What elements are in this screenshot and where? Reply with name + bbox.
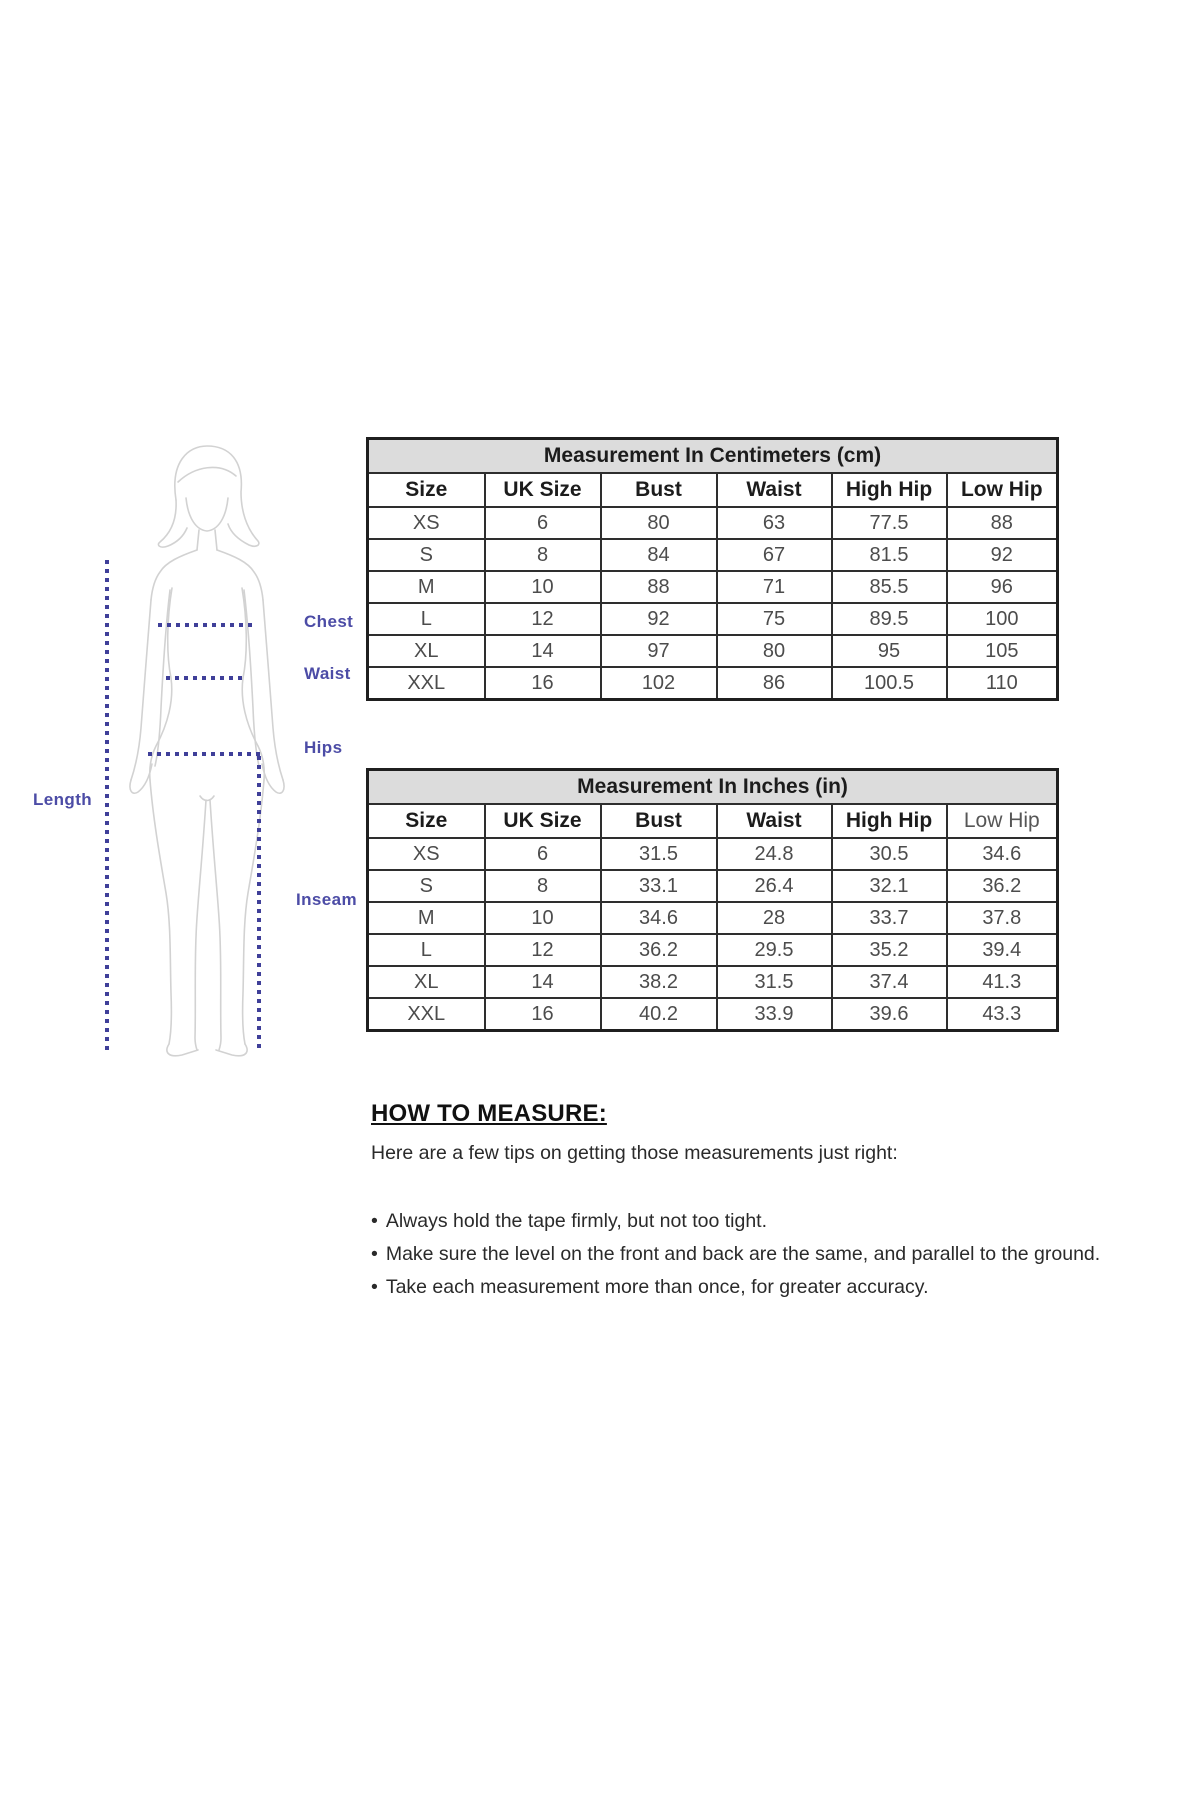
size-cell: XXL [368, 998, 485, 1031]
value-cell: 8 [485, 870, 601, 902]
value-cell: 6 [485, 838, 601, 870]
legs-outline [150, 780, 264, 1056]
table-row [368, 870, 1058, 902]
size-cell: M [368, 902, 485, 934]
value-cell: 34.6 [947, 838, 1058, 870]
value-cell: 10 [485, 571, 601, 603]
value-cell: 8 [485, 539, 601, 571]
value-cell: 28 [717, 902, 832, 934]
inches-table-title: Measurement In Inches (in) [368, 770, 1058, 805]
cm-table-title: Measurement In Centimeters (cm) [368, 439, 1058, 474]
value-cell: 85.5 [832, 571, 947, 603]
value-cell: 110 [947, 667, 1058, 700]
column-header: Bust [601, 804, 717, 838]
cm-table-title-row [368, 439, 1058, 474]
value-cell: 95 [832, 635, 947, 667]
value-cell: 10 [485, 902, 601, 934]
inches-table-column-headers [368, 804, 1058, 838]
value-cell: 40.2 [601, 998, 717, 1031]
head-and-torso-outline [150, 498, 265, 780]
table-row [368, 838, 1058, 870]
waist-label: Waist [304, 664, 351, 683]
chest-label: Chest [304, 612, 354, 631]
value-cell: 29.5 [717, 934, 832, 966]
column-header: UK Size [485, 473, 601, 507]
value-cell: 30.5 [832, 838, 947, 870]
value-cell: 100.5 [832, 667, 947, 700]
size-cell: XL [368, 966, 485, 998]
size-cell: S [368, 870, 485, 902]
column-header: Low Hip [947, 804, 1058, 838]
cm-measurements-table [366, 437, 1059, 701]
value-cell: 88 [601, 571, 717, 603]
measuring-tips-list [371, 1205, 1171, 1304]
value-cell: 33.7 [832, 902, 947, 934]
value-cell: 71 [717, 571, 832, 603]
table-row [368, 571, 1058, 603]
measuring-tip: • Take each measurement more than once, for greater accuracy. [371, 1271, 1171, 1304]
arms-outline [130, 590, 284, 793]
value-cell: 16 [485, 998, 601, 1031]
size-cell: S [368, 539, 485, 571]
hair-outline [158, 446, 258, 547]
table-row [368, 635, 1058, 667]
measuring-tip: • Always hold the tape firmly, but not too tight. [371, 1205, 1171, 1238]
value-cell: 92 [947, 539, 1058, 571]
value-cell: 102 [601, 667, 717, 700]
column-header: Size [368, 473, 485, 507]
value-cell: 12 [485, 603, 601, 635]
value-cell: 14 [485, 966, 601, 998]
value-cell: 16 [485, 667, 601, 700]
value-cell: 37.8 [947, 902, 1058, 934]
table-row [368, 539, 1058, 571]
value-cell: 37.4 [832, 966, 947, 998]
value-cell: 81.5 [832, 539, 947, 571]
column-header: High Hip [832, 804, 947, 838]
value-cell: 86 [717, 667, 832, 700]
how-to-measure-heading: HOW TO MEASURE: [371, 1100, 607, 1127]
how-to-measure-intro: Here are a few tips on getting those measurements just right: [371, 1142, 898, 1164]
value-cell: 14 [485, 635, 601, 667]
size-cell: L [368, 603, 485, 635]
value-cell: 24.8 [717, 838, 832, 870]
value-cell: 39.6 [832, 998, 947, 1031]
value-cell: 77.5 [832, 507, 947, 539]
value-cell: 92 [601, 603, 717, 635]
value-cell: 33.1 [601, 870, 717, 902]
value-cell: 88 [947, 507, 1058, 539]
value-cell: 35.2 [832, 934, 947, 966]
table-row [368, 667, 1058, 700]
value-cell: 36.2 [947, 870, 1058, 902]
value-cell: 12 [485, 934, 601, 966]
size-cell: L [368, 934, 485, 966]
how-to-measure-section [371, 1100, 1171, 1304]
value-cell: 67 [717, 539, 832, 571]
column-header: Bust [601, 473, 717, 507]
hips-label: Hips [304, 738, 343, 757]
inches-measurements-table [366, 768, 1059, 1032]
size-cell: XS [368, 507, 485, 539]
value-cell: 33.9 [717, 998, 832, 1031]
value-cell: 80 [717, 635, 832, 667]
size-cell: M [368, 571, 485, 603]
column-header: Low Hip [947, 473, 1058, 507]
table-row [368, 998, 1058, 1031]
table-row [368, 603, 1058, 635]
value-cell: 38.2 [601, 966, 717, 998]
size-cell: XS [368, 838, 485, 870]
value-cell: 39.4 [947, 934, 1058, 966]
value-cell: 63 [717, 507, 832, 539]
column-header: Size [368, 804, 485, 838]
value-cell: 31.5 [601, 838, 717, 870]
value-cell: 36.2 [601, 934, 717, 966]
table-row [368, 934, 1058, 966]
value-cell: 96 [947, 571, 1058, 603]
value-cell: 34.6 [601, 902, 717, 934]
value-cell: 100 [947, 603, 1058, 635]
inseam-label: Inseam [296, 890, 357, 909]
column-header: UK Size [485, 804, 601, 838]
value-cell: 75 [717, 603, 832, 635]
value-cell: 43.3 [947, 998, 1058, 1031]
value-cell: 6 [485, 507, 601, 539]
value-cell: 41.3 [947, 966, 1058, 998]
value-cell: 31.5 [717, 966, 832, 998]
table-row [368, 902, 1058, 934]
column-header: High Hip [832, 473, 947, 507]
value-cell: 89.5 [832, 603, 947, 635]
table-row [368, 966, 1058, 998]
value-cell: 80 [601, 507, 717, 539]
size-cell: XL [368, 635, 485, 667]
size-cell: XXL [368, 667, 485, 700]
value-cell: 84 [601, 539, 717, 571]
inches-table-title-row [368, 770, 1058, 805]
table-row [368, 507, 1058, 539]
value-cell: 105 [947, 635, 1058, 667]
value-cell: 26.4 [717, 870, 832, 902]
measuring-tip: • Make sure the level on the front and back are the same, and parallel to the ground. [371, 1238, 1171, 1271]
length-label: Length [33, 790, 93, 809]
column-header: Waist [717, 804, 832, 838]
column-header: Waist [717, 473, 832, 507]
value-cell: 32.1 [832, 870, 947, 902]
value-cell: 97 [601, 635, 717, 667]
cm-table-column-headers [368, 473, 1058, 507]
